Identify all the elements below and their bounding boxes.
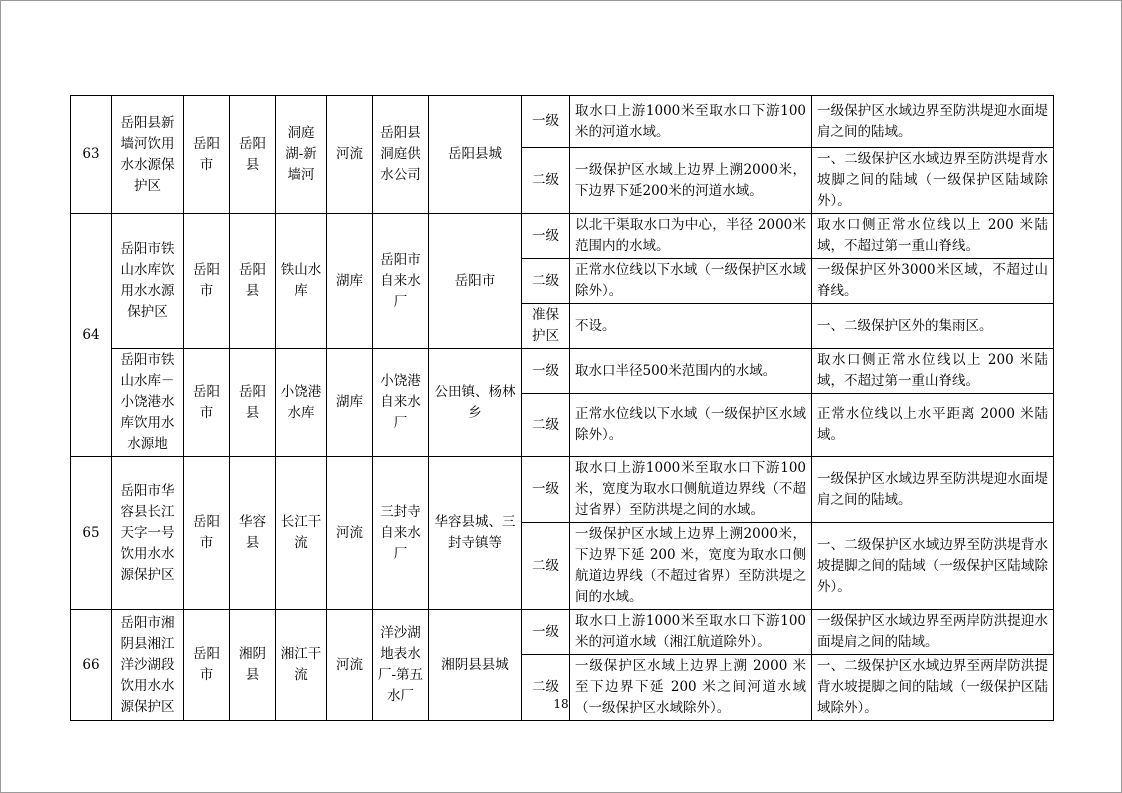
service-area-cell: 岳阳市 — [429, 214, 522, 349]
city-cell: 岳阳市 — [184, 214, 230, 349]
supplier-cell: 小饶港自来水厂 — [373, 349, 429, 457]
zone-water-range: 取水口上游1000米至取水口下游100米，宽度为取水口侧航道边界线（不超过省界）至防洪堤之间的水域。 — [570, 457, 812, 523]
zone-water-range: 一级保护区水域上边界上溯 2000 米至下边界下延 200 米之间河道水域（一级保护区水域除外）。 — [570, 655, 812, 721]
zone-land-range: 取水口侧正常水位线以上 200 米陆域，不超过第一重山脊线。 — [812, 214, 1054, 259]
zone-level: 二级 — [522, 655, 570, 721]
table-row — [71, 457, 1054, 523]
source-name: 岳阳县新墙河饮用水水源保护区 — [112, 96, 184, 214]
type-cell: 河流 — [327, 96, 373, 214]
page-number: 18 — [553, 697, 569, 711]
service-area-cell: 湘阴县县城 — [429, 610, 522, 721]
serial-number: 63 — [71, 96, 112, 214]
zone-land-range: 一级保护区外3000米区域，不超过山脊线。 — [812, 259, 1054, 304]
county-cell: 湘阴县 — [230, 610, 276, 721]
zone-level: 二级 — [522, 259, 570, 304]
zone-land-range: 一、二级保护区水域边界至两岸防洪提背水坡提脚之间的陆域（一级保护区陆域除外）。 — [812, 655, 1054, 721]
zone-land-range: 正常水位线以上水平距离 2000 米陆域。 — [812, 394, 1054, 457]
supplier-cell: 岳阳市自来水厂 — [373, 214, 429, 349]
serial-number: 66 — [71, 610, 112, 721]
service-area-cell: 华容县城、三封寺镇等 — [429, 457, 522, 610]
zone-level: 二级 — [522, 523, 570, 610]
county-cell: 岳阳县 — [230, 214, 276, 349]
zone-level: 一级 — [522, 610, 570, 655]
source-name: 岳阳市湘阴县湘江洋沙湖段饮用水水源保护区 — [112, 610, 184, 721]
zone-level: 二级 — [522, 148, 570, 214]
zone-land-range: 一、二级保护区外的集雨区。 — [812, 304, 1054, 349]
city-cell: 岳阳市 — [184, 349, 230, 457]
zone-level: 准保护区 — [522, 304, 570, 349]
service-area-cell: 岳阳县城 — [429, 96, 522, 214]
water-body-cell: 湘江干流 — [276, 610, 327, 721]
city-cell: 岳阳市 — [184, 610, 230, 721]
zone-water-range: 正常水位线以下水域（一级保护区水域除外）。 — [570, 259, 812, 304]
table-row — [71, 214, 1054, 259]
supplier-cell: 三封寺自来水厂 — [373, 457, 429, 610]
county-cell: 华容县 — [230, 457, 276, 610]
zone-land-range: 取水口侧正常水位线以上 200 米陆域，不超过第一重山脊线。 — [812, 349, 1054, 394]
serial-number: 65 — [71, 457, 112, 610]
zone-water-range: 取水口半径500米范围内的水域。 — [570, 349, 812, 394]
zone-water-range: 取水口上游1000米至取水口下游100米的河道水域。 — [570, 96, 812, 148]
water-body-cell: 小饶港水库 — [276, 349, 327, 457]
zone-land-range: 一级保护区水域边界至防洪堤迎水面堤肩之间的陆域。 — [812, 96, 1054, 148]
zone-land-range: 一、二级保护区水域边界至防洪堤背水坡脚之间的陆域（一级保护区陆域除外）。 — [812, 148, 1054, 214]
serial-number: 64 — [71, 214, 112, 457]
supplier-cell: 洋沙湖地表水厂-第五水厂 — [373, 610, 429, 721]
source-name: 岳阳市华容县长江天字一号饮用水水源保护区 — [112, 457, 184, 610]
zone-level: 一级 — [522, 457, 570, 523]
zone-water-range: 一级保护区水域上边界上溯2000米，下边界下延 200 米，宽度为取水口侧航道边界线（不超过省界）至防洪堤之间的水域。 — [570, 523, 812, 610]
zone-water-range: 正常水位线以下水域（一级保护区水域除外）。 — [570, 394, 812, 457]
zone-land-range: 一级保护区水域边界至防洪堤迎水面堤肩之间的陆域。 — [812, 457, 1054, 523]
water-body-cell: 铁山水库 — [276, 214, 327, 349]
supplier-cell: 岳阳县洞庭供水公司 — [373, 96, 429, 214]
zone-water-range: 取水口上游1000米至取水口下游100米的河道水域（湘江航道除外）。 — [570, 610, 812, 655]
zone-water-range: 以北干渠取水口为中心，半径 2000米范围内的水域。 — [570, 214, 812, 259]
table-row — [71, 610, 1054, 655]
type-cell: 湖库 — [327, 214, 373, 349]
zone-water-range: 一级保护区水域上边界上溯2000米，下边界下延200米的河道水域。 — [570, 148, 812, 214]
type-cell: 河流 — [327, 457, 373, 610]
zone-level: 一级 — [522, 349, 570, 394]
service-area-cell: 公田镇、杨林乡 — [429, 349, 522, 457]
water-body-cell: 洞庭湖-新墙河 — [276, 96, 327, 214]
zone-water-range: 不设。 — [570, 304, 812, 349]
water-source-protection-table — [70, 95, 1054, 721]
zone-level: 一级 — [522, 214, 570, 259]
zone-land-range: 一、二级保护区水域边界至防洪堤背水坡提脚之间的陆域（一级保护区陆域除外）。 — [812, 523, 1054, 610]
city-cell: 岳阳市 — [184, 96, 230, 214]
city-cell: 岳阳市 — [184, 457, 230, 610]
county-cell: 岳阳县 — [230, 96, 276, 214]
table-row — [71, 96, 1054, 148]
county-cell: 岳阳县 — [230, 349, 276, 457]
water-body-cell: 长江干流 — [276, 457, 327, 610]
zone-land-range: 一级保护区水域边界至两岸防洪提迎水面堤肩之间的陆域。 — [812, 610, 1054, 655]
type-cell: 湖库 — [327, 349, 373, 457]
source-name: 岳阳市铁山水库饮用水水源保护区 — [112, 214, 184, 349]
zone-level: 二级 — [522, 394, 570, 457]
table-row — [71, 349, 1054, 394]
source-name: 岳阳市铁山水库－小饶港水库饮用水水源地 — [112, 349, 184, 457]
zone-level: 一级 — [522, 96, 570, 148]
type-cell: 河流 — [327, 610, 373, 721]
